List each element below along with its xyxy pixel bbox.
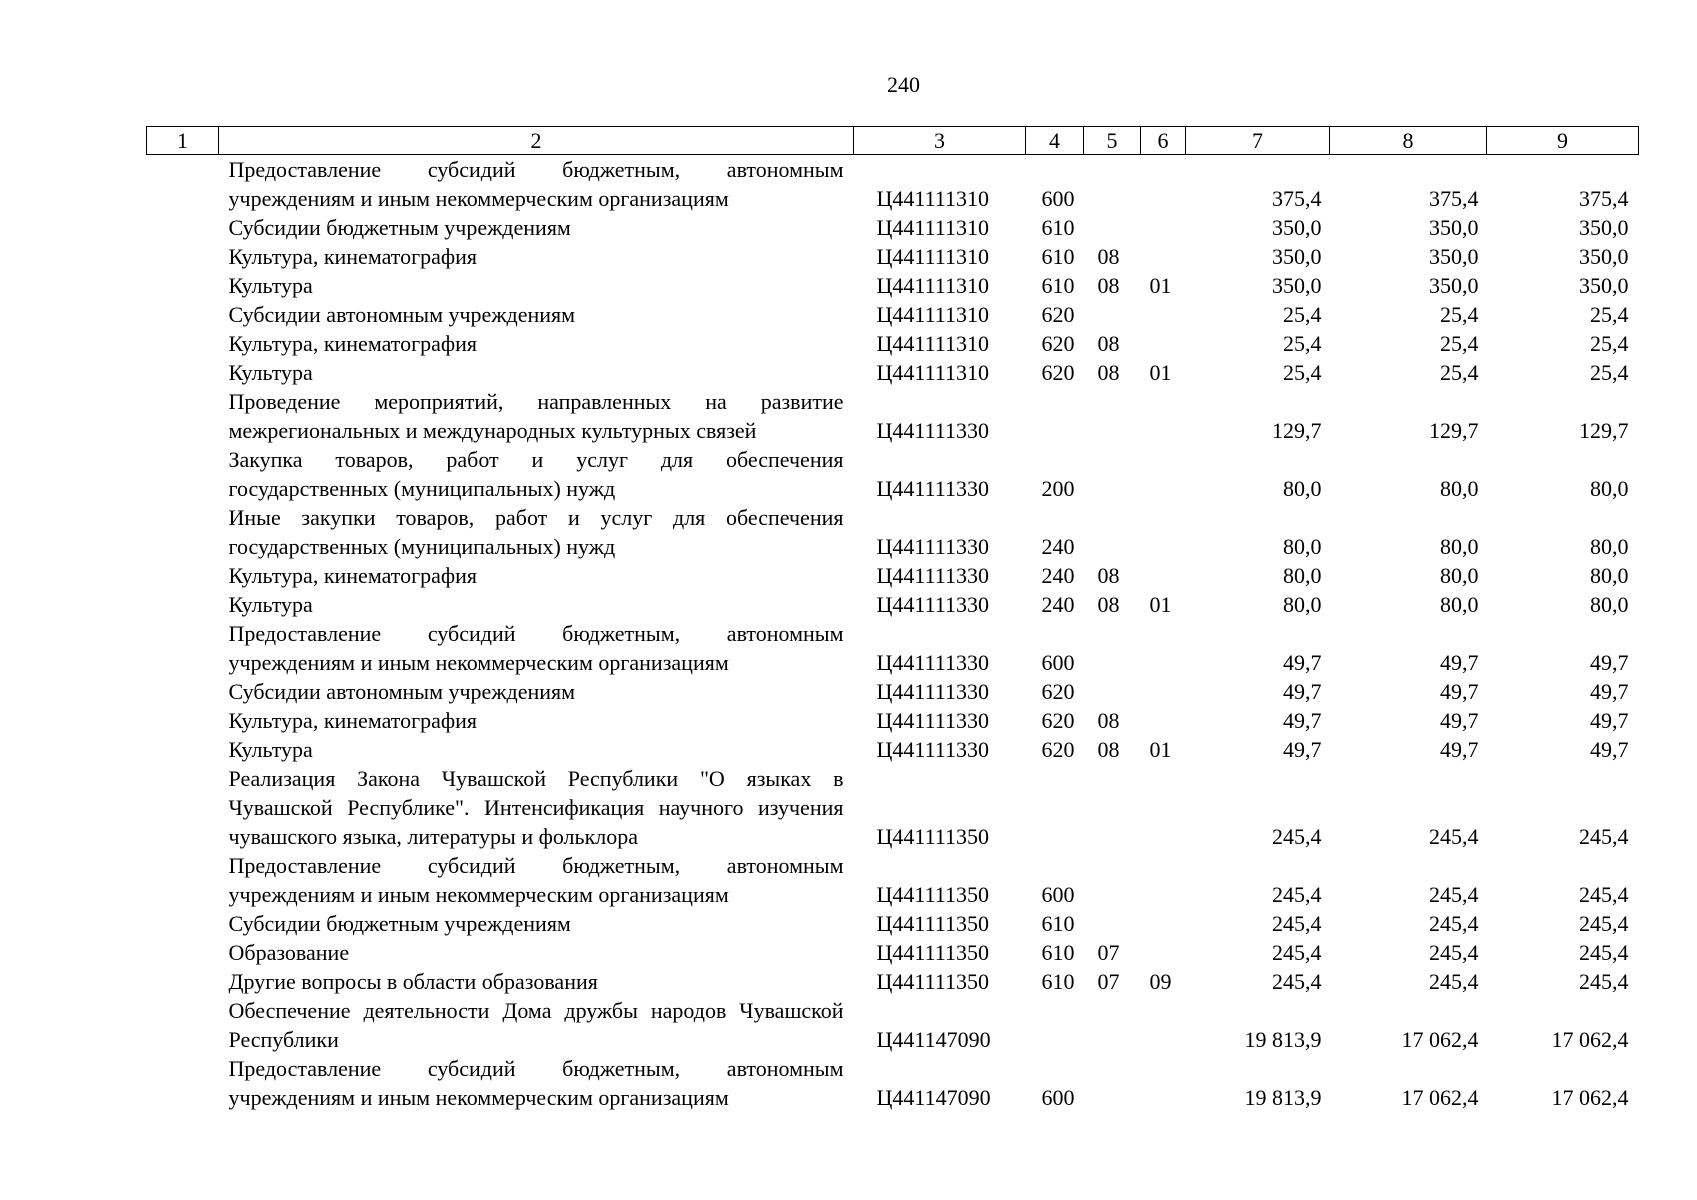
row-col-1 (147, 271, 219, 300)
header-col-3: 3 (854, 127, 1026, 155)
row-name: Обеспечение деятельности Дома дружбы народов Чувашской Республики (228, 998, 844, 1052)
row-expense-type: 620 (1041, 331, 1075, 356)
row-col-1 (147, 851, 219, 909)
row-subsection: 01 (1149, 592, 1172, 617)
row-expense-type: 620 (1041, 679, 1075, 704)
table-row (147, 271, 1639, 300)
row-col-1 (147, 242, 219, 271)
row-amount-col9: 245,4 (1579, 824, 1629, 849)
page-number: 240 (887, 72, 920, 97)
table-row (147, 445, 1639, 503)
row-section (1084, 1054, 1141, 1112)
row-section (1084, 503, 1141, 561)
row-amount-col8: 245,4 (1429, 882, 1479, 907)
row-amount-col7: 350,0 (1272, 244, 1322, 269)
row-amount-col7: 350,0 (1272, 215, 1322, 240)
table-row (147, 996, 1639, 1054)
row-amount-col8: 245,4 (1429, 969, 1479, 994)
row-subsection: 01 (1149, 360, 1172, 385)
row-amount-col8: 80,0 (1440, 476, 1479, 501)
row-amount-col8: 80,0 (1440, 563, 1479, 588)
row-expense-type: 200 (1041, 476, 1075, 501)
row-amount-col8: 25,4 (1440, 331, 1479, 356)
row-name: Предоставление субсидий бюджетным, автономным учреждениям и иным некоммерческим организациям (228, 157, 844, 211)
row-code: Ц441111350 (876, 824, 989, 849)
row-expense-type (1026, 764, 1084, 851)
row-name: Проведение мероприятий, направленных на развитие межрегиональных и международных культурных связей (228, 389, 844, 443)
row-code: Ц441111350 (876, 911, 989, 936)
row-section: 08 (1097, 708, 1120, 733)
row-code: Ц441111330 (876, 650, 989, 675)
row-amount-col7: 245,4 (1272, 940, 1322, 965)
row-amount-col7: 80,0 (1283, 563, 1322, 588)
row-name: Субсидии бюджетным учреждениям (228, 911, 571, 936)
row-amount-col8: 350,0 (1429, 273, 1479, 298)
table-row (147, 387, 1639, 445)
row-col-1 (147, 590, 219, 619)
row-amount-col9: 375,4 (1579, 186, 1629, 211)
row-subsection (1141, 329, 1186, 358)
row-amount-col7: 80,0 (1283, 476, 1322, 501)
row-name: Другие вопросы в области образования (228, 969, 598, 994)
row-col-1 (147, 445, 219, 503)
row-amount-col8: 129,7 (1429, 418, 1479, 443)
row-name: Культура, кинематография (228, 563, 478, 588)
row-subsection: 09 (1149, 969, 1172, 994)
row-subsection (1141, 677, 1186, 706)
row-code: Ц441111310 (876, 215, 989, 240)
table-body (147, 155, 1639, 1113)
row-amount-col8: 245,4 (1429, 911, 1479, 936)
row-amount-col7: 129,7 (1272, 418, 1322, 443)
row-section (1084, 387, 1141, 445)
row-amount-col8: 17 062,4 (1401, 1027, 1479, 1052)
row-expense-type: 600 (1041, 650, 1075, 675)
row-section (1084, 764, 1141, 851)
row-amount-col9: 49,7 (1590, 679, 1629, 704)
row-amount-col7: 245,4 (1272, 882, 1322, 907)
table-row (147, 677, 1639, 706)
row-name: Субсидии автономным учреждениям (228, 302, 576, 327)
row-code: Ц441111310 (876, 331, 989, 356)
row-amount-col8: 25,4 (1440, 302, 1479, 327)
budget-table (146, 126, 1639, 1112)
row-subsection (1141, 938, 1186, 967)
row-expense-type: 240 (1041, 563, 1075, 588)
row-section (1084, 300, 1141, 329)
table-row (147, 706, 1639, 735)
row-section: 07 (1097, 969, 1120, 994)
row-amount-col7: 49,7 (1283, 737, 1322, 762)
row-code: Ц441111330 (876, 418, 989, 443)
row-subsection (1141, 445, 1186, 503)
table-row (147, 590, 1639, 619)
row-col-1 (147, 967, 219, 996)
row-col-1 (147, 909, 219, 938)
row-amount-col9: 25,4 (1590, 331, 1629, 356)
row-col-1 (147, 503, 219, 561)
row-subsection (1141, 503, 1186, 561)
row-expense-type: 610 (1041, 273, 1075, 298)
table-row (147, 242, 1639, 271)
row-expense-type: 610 (1041, 215, 1075, 240)
table-row (147, 851, 1639, 909)
row-section: 08 (1097, 737, 1120, 762)
row-code: Ц441111330 (876, 534, 989, 559)
row-expense-type: 240 (1041, 592, 1075, 617)
row-code: Ц441111330 (876, 708, 989, 733)
row-expense-type: 610 (1041, 911, 1075, 936)
row-amount-col7: 25,4 (1283, 331, 1322, 356)
row-col-1 (147, 619, 219, 677)
row-amount-col7: 245,4 (1272, 969, 1322, 994)
row-amount-col7: 375,4 (1272, 186, 1322, 211)
row-amount-col9: 350,0 (1579, 273, 1629, 298)
row-amount-col7: 245,4 (1272, 911, 1322, 936)
row-subsection (1141, 213, 1186, 242)
row-expense-type: 620 (1041, 708, 1075, 733)
row-amount-col9: 49,7 (1590, 650, 1629, 675)
row-col-1 (147, 764, 219, 851)
row-amount-col7: 49,7 (1283, 708, 1322, 733)
row-amount-col8: 25,4 (1440, 360, 1479, 385)
row-expense-type: 600 (1041, 1085, 1075, 1110)
row-code: Ц441147090 (876, 1085, 991, 1110)
row-expense-type: 610 (1041, 244, 1075, 269)
row-col-1 (147, 358, 219, 387)
header-col-2: 2 (219, 127, 854, 155)
row-amount-col7: 19 813,9 (1244, 1085, 1322, 1110)
header-col-9: 9 (1487, 127, 1639, 155)
row-col-1 (147, 938, 219, 967)
row-subsection: 01 (1149, 737, 1172, 762)
row-amount-col9: 49,7 (1590, 708, 1629, 733)
table-row (147, 155, 1639, 214)
row-section (1084, 619, 1141, 677)
row-name: Культура (228, 360, 313, 385)
row-expense-type: 240 (1041, 534, 1075, 559)
table-row (147, 967, 1639, 996)
row-amount-col9: 80,0 (1590, 476, 1629, 501)
row-name: Субсидии автономным учреждениям (228, 679, 576, 704)
row-amount-col8: 49,7 (1440, 679, 1479, 704)
row-subsection (1141, 242, 1186, 271)
row-name: Закупка товаров, работ и услуг для обеспечения государственных (муниципальных) нужд (228, 447, 844, 501)
row-amount-col9: 245,4 (1579, 940, 1629, 965)
row-amount-col8: 245,4 (1429, 824, 1479, 849)
row-amount-col9: 25,4 (1590, 302, 1629, 327)
row-code: Ц441111310 (876, 302, 989, 327)
header-col-7: 7 (1186, 127, 1330, 155)
table-row (147, 1054, 1639, 1112)
row-col-1 (147, 561, 219, 590)
row-amount-col7: 25,4 (1283, 360, 1322, 385)
row-code: Ц441111330 (876, 737, 989, 762)
row-amount-col8: 49,7 (1440, 708, 1479, 733)
row-expense-type: 620 (1041, 302, 1075, 327)
row-amount-col9: 350,0 (1579, 215, 1629, 240)
row-amount-col8: 49,7 (1440, 737, 1479, 762)
header-col-8: 8 (1330, 127, 1487, 155)
row-amount-col9: 17 062,4 (1551, 1027, 1629, 1052)
row-subsection (1141, 1054, 1186, 1112)
row-code: Ц441111330 (876, 563, 989, 588)
row-section (1084, 909, 1141, 938)
row-col-1 (147, 213, 219, 242)
table-row (147, 735, 1639, 764)
row-expense-type (1026, 996, 1084, 1054)
row-amount-col7: 245,4 (1272, 824, 1322, 849)
row-amount-col8: 80,0 (1440, 534, 1479, 559)
row-amount-col9: 245,4 (1579, 911, 1629, 936)
table-row (147, 938, 1639, 967)
row-amount-col9: 350,0 (1579, 244, 1629, 269)
table-row (147, 358, 1639, 387)
row-amount-col8: 245,4 (1429, 940, 1479, 965)
row-code: Ц441111310 (876, 360, 989, 385)
row-name: Культура (228, 737, 313, 762)
row-name: Образование (228, 940, 350, 965)
row-name: Культура, кинематография (228, 708, 478, 733)
row-expense-type: 610 (1041, 940, 1075, 965)
row-amount-col8: 80,0 (1440, 592, 1479, 617)
row-amount-col8: 375,4 (1429, 186, 1479, 211)
table-row (147, 619, 1639, 677)
row-name: Культура, кинематография (228, 331, 478, 356)
row-col-1 (147, 300, 219, 329)
row-amount-col9: 25,4 (1590, 360, 1629, 385)
row-section (1084, 677, 1141, 706)
row-code: Ц441111310 (876, 186, 989, 211)
row-expense-type: 610 (1041, 969, 1075, 994)
row-amount-col8: 49,7 (1440, 650, 1479, 675)
row-col-1 (147, 706, 219, 735)
row-section (1084, 996, 1141, 1054)
row-name: Культура, кинематография (228, 244, 478, 269)
row-section: 08 (1097, 592, 1120, 617)
row-section: 08 (1097, 360, 1120, 385)
row-name: Культура (228, 273, 313, 298)
header-col-1: 1 (147, 127, 219, 155)
row-col-1 (147, 677, 219, 706)
row-amount-col7: 350,0 (1272, 273, 1322, 298)
row-expense-type: 620 (1041, 360, 1075, 385)
row-section: 08 (1097, 244, 1120, 269)
header-col-6: 6 (1141, 127, 1186, 155)
row-amount-col8: 350,0 (1429, 215, 1479, 240)
row-code: Ц441111350 (876, 940, 989, 965)
row-amount-col9: 80,0 (1590, 534, 1629, 559)
row-amount-col9: 245,4 (1579, 882, 1629, 907)
row-section: 07 (1097, 940, 1120, 965)
row-amount-col7: 80,0 (1283, 534, 1322, 559)
row-expense-type: 620 (1041, 737, 1075, 762)
row-amount-col9: 80,0 (1590, 563, 1629, 588)
row-amount-col7: 19 813,9 (1244, 1027, 1322, 1052)
table-row (147, 561, 1639, 590)
row-expense-type: 600 (1041, 186, 1075, 211)
row-subsection (1141, 155, 1186, 214)
row-subsection (1141, 619, 1186, 677)
row-col-1 (147, 329, 219, 358)
row-section (1084, 445, 1141, 503)
table-row (147, 213, 1639, 242)
row-section: 08 (1097, 563, 1120, 588)
row-section (1084, 851, 1141, 909)
row-section: 08 (1097, 273, 1120, 298)
row-name: Реализация Закона Чувашской Республики "О языках в Чувашской Республике". Интенсификация научного изучения чувашского языка, литературы и фольклора (228, 766, 844, 849)
row-subsection: 01 (1149, 273, 1172, 298)
table-row (147, 300, 1639, 329)
row-subsection (1141, 909, 1186, 938)
row-amount-col9: 49,7 (1590, 737, 1629, 762)
row-col-1 (147, 155, 219, 214)
row-amount-col9: 80,0 (1590, 592, 1629, 617)
row-expense-type: 600 (1041, 882, 1075, 907)
row-code: Ц441111350 (876, 882, 989, 907)
table-header (147, 127, 1639, 155)
row-code: Ц441111330 (876, 592, 989, 617)
row-name: Субсидии бюджетным учреждениям (228, 215, 571, 240)
row-amount-col9: 245,4 (1579, 969, 1629, 994)
row-amount-col7: 49,7 (1283, 650, 1322, 675)
row-amount-col9: 129,7 (1579, 418, 1629, 443)
row-amount-col7: 80,0 (1283, 592, 1322, 617)
row-col-1 (147, 996, 219, 1054)
table-row (147, 503, 1639, 561)
row-name: Предоставление субсидий бюджетным, автономным учреждениям и иным некоммерческим организациям (228, 621, 844, 675)
row-subsection (1141, 706, 1186, 735)
row-subsection (1141, 300, 1186, 329)
table-row (147, 909, 1639, 938)
row-subsection (1141, 387, 1186, 445)
header-col-4: 4 (1026, 127, 1084, 155)
row-amount-col8: 17 062,4 (1401, 1085, 1479, 1110)
row-code: Ц441111310 (876, 273, 989, 298)
table-row (147, 764, 1639, 851)
row-amount-col9: 17 062,4 (1551, 1085, 1629, 1110)
row-subsection (1141, 851, 1186, 909)
row-section (1084, 155, 1141, 214)
row-name: Иные закупки товаров, работ и услуг для обеспечения государственных (муниципальных) нужд (228, 505, 844, 559)
row-subsection (1141, 764, 1186, 851)
table-header-row (147, 127, 1639, 155)
row-amount-col7: 25,4 (1283, 302, 1322, 327)
row-name: Культура (228, 592, 313, 617)
row-section (1084, 213, 1141, 242)
row-col-1 (147, 387, 219, 445)
row-code: Ц441111350 (876, 969, 989, 994)
row-col-1 (147, 735, 219, 764)
row-code: Ц441111330 (876, 679, 989, 704)
row-subsection (1141, 561, 1186, 590)
row-expense-type (1026, 387, 1084, 445)
table-row (147, 329, 1639, 358)
row-amount-col8: 350,0 (1429, 244, 1479, 269)
row-subsection (1141, 996, 1186, 1054)
row-code: Ц441147090 (876, 1027, 991, 1052)
row-name: Предоставление субсидий бюджетным, автономным учреждениям и иным некоммерческим организациям (228, 1056, 844, 1110)
row-code: Ц441111310 (876, 244, 989, 269)
row-section: 08 (1097, 331, 1120, 356)
row-col-1 (147, 1054, 219, 1112)
row-amount-col7: 49,7 (1283, 679, 1322, 704)
row-code: Ц441111330 (876, 476, 989, 501)
row-name: Предоставление субсидий бюджетным, автономным учреждениям и иным некоммерческим организациям (228, 853, 844, 907)
header-col-5: 5 (1084, 127, 1141, 155)
